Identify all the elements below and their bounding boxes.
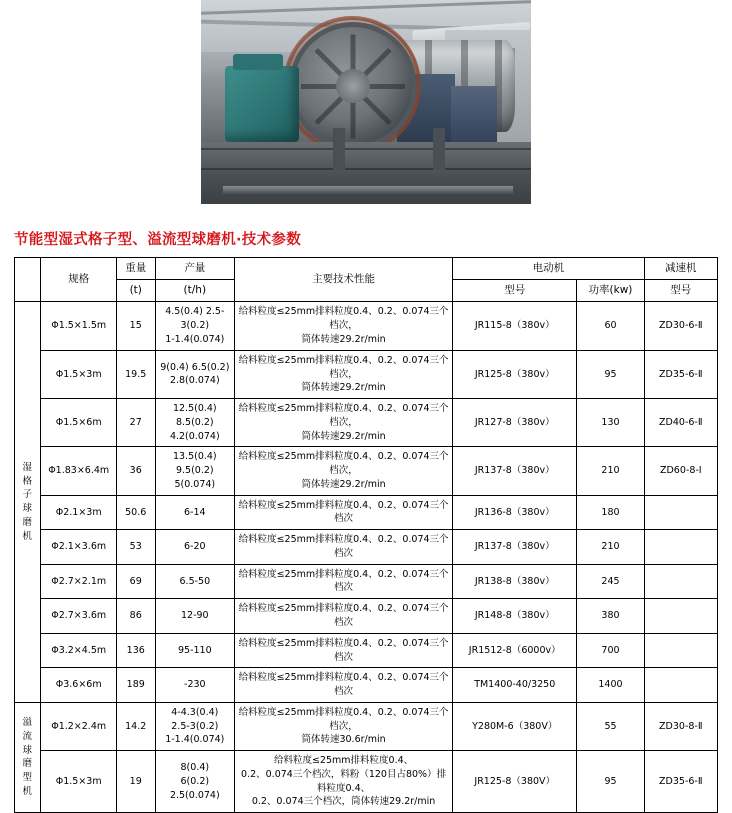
cell-spec: Φ1.2×2.4m [41, 702, 116, 750]
cell-motor-model: JR137-8（380v） [453, 530, 577, 565]
header-capacity: 产量 [155, 258, 234, 280]
cell-motor-power: 130 [577, 399, 644, 447]
cell-reducer-model: ZD60-8-Ⅰ [644, 447, 717, 495]
cell-reducer-model [644, 633, 717, 668]
cell-reducer-model: ZD40-6-Ⅱ [644, 399, 717, 447]
cell-weight: 53 [116, 530, 155, 565]
cell-performance: 给料粒度≤25mm排料粒度0.4、0.2、0.074三个档次， 筒体转速29.2r/min [235, 350, 453, 398]
table-row [15, 564, 718, 599]
cell-spec: Φ2.1×3.6m [41, 530, 116, 565]
cell-motor-power: 95 [577, 350, 644, 398]
large-gear-wheel [289, 22, 417, 150]
cell-spec: Φ3.2×4.5m [41, 633, 116, 668]
header-spec: 规格 [41, 258, 116, 302]
cell-capacity: 12.5(0.4) 8.5(0.2) 4.2(0.074) [155, 399, 234, 447]
cell-spec: Φ1.5×3m [41, 350, 116, 398]
cell-spec: Φ1.5×3m [41, 751, 116, 813]
support-pillar [433, 128, 445, 170]
cell-weight: 27 [116, 399, 155, 447]
cell-performance: 给料粒度≤25mm排料粒度0.4、 0.2、0.074三个档次，料粉（120目占80%）排料粒度0.4、 0.2、0.074三个档次，筒体转速29.2r/min [235, 751, 453, 813]
cell-weight: 36 [116, 447, 155, 495]
technical-parameters-table [14, 257, 718, 813]
cell-capacity: 4-4.3(0.4) 2.5-3(0.2) 1-1.4(0.074) [155, 702, 234, 750]
cell-performance: 给料粒度≤25mm排料粒度0.4、0.2、0.074三个档次 [235, 668, 453, 703]
cell-reducer-model [644, 599, 717, 634]
table-body [15, 302, 718, 813]
table-head [15, 258, 718, 302]
cell-motor-model: TM1400-40/3250 [453, 668, 577, 703]
cell-weight: 136 [116, 633, 155, 668]
photo-scene [201, 0, 531, 204]
cell-performance: 给料粒度≤25mm排料粒度0.4、0.2、0.074三个档次 [235, 633, 453, 668]
cell-capacity: 13.5(0.4) 9.5(0.2) 5(0.074) [155, 447, 234, 495]
cell-weight: 19 [116, 751, 155, 813]
cell-reducer-model: ZD30-8-Ⅱ [644, 702, 717, 750]
header-row-1 [15, 258, 718, 280]
motor-housing [225, 66, 299, 142]
header-performance: 主要技术性能 [235, 258, 453, 302]
cell-motor-power: 60 [577, 302, 644, 350]
page-title: 节能型湿式格子型、溢流型球磨机·技术参数 [14, 232, 302, 248]
table-row [15, 399, 718, 447]
cell-performance: 给料粒度≤25mm排料粒度0.4、0.2、0.074三个档次 [235, 530, 453, 565]
cell-capacity: -230 [155, 668, 234, 703]
cell-performance: 给料粒度≤25mm排料粒度0.4、0.2、0.074三个档次， 筒体转速29.2r/min [235, 302, 453, 350]
table-row [15, 350, 718, 398]
cell-motor-model: JR125-8（380V） [453, 751, 577, 813]
table-row [15, 751, 718, 813]
cell-weight: 86 [116, 599, 155, 634]
machinery-block-b [451, 86, 497, 144]
support-pillar [333, 128, 345, 170]
header-capacity-unit: (t/h) [155, 280, 234, 302]
cell-spec: Φ1.5×1.5m [41, 302, 116, 350]
header-motor-model: 型号 [453, 280, 577, 302]
row-group-category: 溢 流 球 磨 型 机 [15, 702, 41, 812]
cell-reducer-model: ZD35-6-Ⅱ [644, 751, 717, 813]
cell-motor-model: JR137-8（380v） [453, 447, 577, 495]
cell-motor-power: 245 [577, 564, 644, 599]
cell-motor-model: JR148-8（380v） [453, 599, 577, 634]
header-weight: 重量 [116, 258, 155, 280]
table-row [15, 530, 718, 565]
header-category [15, 258, 41, 302]
table-row [15, 302, 718, 350]
table-row [15, 599, 718, 634]
cell-capacity: 4.5(0.4) 2.5-3(0.2) 1-1.4(0.074) [155, 302, 234, 350]
factory-floor [201, 142, 531, 204]
cell-weight: 50.6 [116, 495, 155, 530]
header-reducer-model: 型号 [644, 280, 717, 302]
foundation-rail [223, 186, 513, 194]
cell-motor-model: JR138-8（380v） [453, 564, 577, 599]
table-row [15, 495, 718, 530]
row-group-category: 湿 格 子 球 磨 机 [15, 302, 41, 702]
cell-performance: 给料粒度≤25mm排料粒度0.4、0.2、0.074三个档次 [235, 599, 453, 634]
cell-capacity: 6-14 [155, 495, 234, 530]
cell-motor-model: JR125-8（380v） [453, 350, 577, 398]
cell-reducer-model: ZD30-6-Ⅱ [644, 302, 717, 350]
cell-spec: Φ1.83×6.4m [41, 447, 116, 495]
spec-table-wrapper [14, 257, 718, 813]
cell-performance: 给料粒度≤25mm排料粒度0.4、0.2、0.074三个档次 [235, 564, 453, 599]
cell-spec: Φ2.7×2.1m [41, 564, 116, 599]
cell-spec: Φ1.5×6m [41, 399, 116, 447]
cell-motor-power: 180 [577, 495, 644, 530]
table-row [15, 633, 718, 668]
cell-capacity: 12-90 [155, 599, 234, 634]
cell-reducer-model [644, 668, 717, 703]
cell-spec: Φ3.6×6m [41, 668, 116, 703]
cell-performance: 给料粒度≤25mm排料粒度0.4、0.2、0.074三个档次， 筒体转速30.6r/min [235, 702, 453, 750]
cell-weight: 19.5 [116, 350, 155, 398]
cell-motor-power: 95 [577, 751, 644, 813]
cell-performance: 给料粒度≤25mm排料粒度0.4、0.2、0.074三个档次， 筒体转速29.2r/min [235, 447, 453, 495]
cell-reducer-model: ZD35-6-Ⅱ [644, 350, 717, 398]
header-reducer: 减速机 [644, 258, 717, 280]
cell-motor-model: JR136-8（380v） [453, 495, 577, 530]
cell-motor-power: 55 [577, 702, 644, 750]
cell-capacity: 9(0.4) 6.5(0.2) 2.8(0.074) [155, 350, 234, 398]
header-weight-unit: (t) [116, 280, 155, 302]
cell-spec: Φ2.7×3.6m [41, 599, 116, 634]
cell-spec: Φ2.1×3m [41, 495, 116, 530]
table-row [15, 447, 718, 495]
cell-capacity: 95-110 [155, 633, 234, 668]
cell-motor-power: 1400 [577, 668, 644, 703]
header-motor-power: 功率(kw) [577, 280, 644, 302]
cell-motor-model: JR115-8（380v） [453, 302, 577, 350]
cell-weight: 69 [116, 564, 155, 599]
cell-motor-model: JR1512-8（6000v） [453, 633, 577, 668]
header-motor: 电动机 [453, 258, 645, 280]
cell-motor-power: 210 [577, 447, 644, 495]
cell-capacity: 8(0.4) 6(0.2) 2.5(0.074) [155, 751, 234, 813]
cell-performance: 给料粒度≤25mm排料粒度0.4、0.2、0.074三个档次， 筒体转速29.2r/min [235, 399, 453, 447]
cell-reducer-model [644, 495, 717, 530]
cell-motor-power: 210 [577, 530, 644, 565]
cell-reducer-model [644, 530, 717, 565]
cell-motor-power: 700 [577, 633, 644, 668]
table-row [15, 702, 718, 750]
cell-motor-power: 380 [577, 599, 644, 634]
cell-reducer-model [644, 564, 717, 599]
cell-weight: 189 [116, 668, 155, 703]
cell-weight: 15 [116, 302, 155, 350]
product-photo [201, 0, 531, 204]
cell-capacity: 6.5-50 [155, 564, 234, 599]
cell-motor-model: JR127-8（380v） [453, 399, 577, 447]
cell-capacity: 6-20 [155, 530, 234, 565]
cell-motor-model: Y280M-6（380V） [453, 702, 577, 750]
cell-performance: 给料粒度≤25mm排料粒度0.4、0.2、0.074三个档次 [235, 495, 453, 530]
table-row [15, 668, 718, 703]
cell-weight: 14.2 [116, 702, 155, 750]
